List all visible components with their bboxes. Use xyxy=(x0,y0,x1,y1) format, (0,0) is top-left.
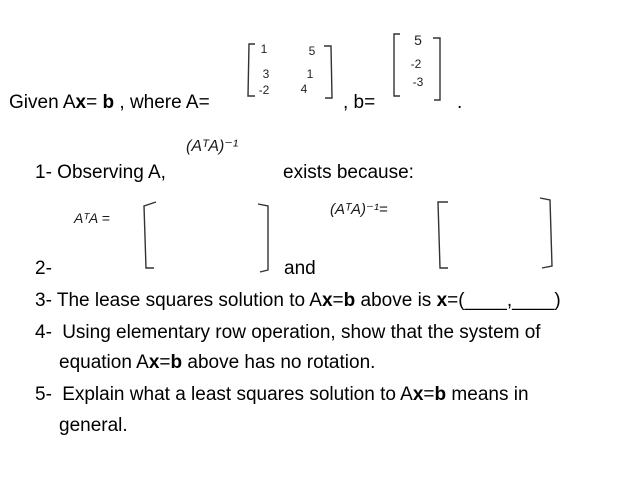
q3-xbold: x xyxy=(436,290,448,311)
matrix-a-r3c2: 4 xyxy=(300,82,308,96)
q3-b: b xyxy=(343,290,356,311)
q2-and xyxy=(284,258,316,280)
q1-label-text: 1- Observing A, xyxy=(35,162,166,183)
q5-eq: = xyxy=(423,384,435,405)
q2-ata-brackets xyxy=(140,200,280,275)
q5-num: 5- xyxy=(35,384,52,405)
q2-num xyxy=(35,258,52,280)
q5-line1 xyxy=(35,384,529,406)
matrix-a-r1c2: 5 xyxy=(308,44,316,58)
q5-line1-b: means in xyxy=(446,384,529,405)
q2-inverse-brackets xyxy=(432,196,562,274)
q2-ata-label: AᵀA = xyxy=(74,210,110,226)
matrix-a-r2c2: 1 xyxy=(306,67,314,81)
given-comma-b: , b= xyxy=(343,92,376,113)
q2-num-text: 2- xyxy=(35,258,52,279)
q1-label xyxy=(35,162,166,184)
matrix-a-r3c1: -2 xyxy=(258,83,270,97)
q1-inverse-expr: (AᵀA)⁻¹ xyxy=(186,138,239,155)
q4-b: b xyxy=(170,352,183,373)
q5-x: x xyxy=(412,384,424,405)
given-line xyxy=(9,92,210,114)
q4-line1 xyxy=(35,322,541,344)
given-prefix: Given A xyxy=(9,92,76,113)
vector-b-r2: -2 xyxy=(410,57,422,71)
q2-and-text: and xyxy=(284,258,316,279)
q4-num: 4- xyxy=(35,322,52,343)
q3-eq: = xyxy=(332,290,344,311)
q3-line xyxy=(35,290,561,312)
vector-b-r1: 5 xyxy=(414,32,422,48)
given-x: x xyxy=(75,92,87,113)
q1-exists-text: exists because: xyxy=(283,162,414,183)
q2-ata-inverse-label: (AᵀA)⁻¹= xyxy=(330,201,388,218)
q3-text-b: above is xyxy=(355,290,437,311)
q5-line2 xyxy=(59,415,128,437)
q5-b: b xyxy=(434,384,447,405)
q3-num: 3- xyxy=(35,290,52,311)
given-b-label xyxy=(343,92,375,114)
q4-line2-b: above has no rotation. xyxy=(182,352,376,373)
q5-line2-text: general. xyxy=(59,415,128,436)
vector-b-r3: -3 xyxy=(412,75,424,89)
q3-tail: =(____,____) xyxy=(447,290,561,311)
q1-exists xyxy=(283,162,414,184)
q4-eq: = xyxy=(159,352,171,373)
q5-line1-a: Explain what a least squares solution to A xyxy=(62,384,413,405)
given-period xyxy=(457,92,462,114)
q4-line1-text: Using elementary row operation, show that the system of xyxy=(62,322,541,343)
given-where: , where A= xyxy=(114,92,210,113)
matrix-a-r2c1: 3 xyxy=(262,67,270,81)
given-b: b xyxy=(102,92,115,113)
matrix-a-r1c1: 1 xyxy=(260,42,268,56)
given-period-text: . xyxy=(457,92,463,113)
q4-line2-a: equation A xyxy=(59,352,149,373)
q3-x: x xyxy=(321,290,333,311)
q3-text-a: The lease squares solution to A xyxy=(56,290,322,311)
q4-line2 xyxy=(59,352,375,374)
q4-x: x xyxy=(148,352,160,373)
given-eq: = xyxy=(86,92,103,113)
